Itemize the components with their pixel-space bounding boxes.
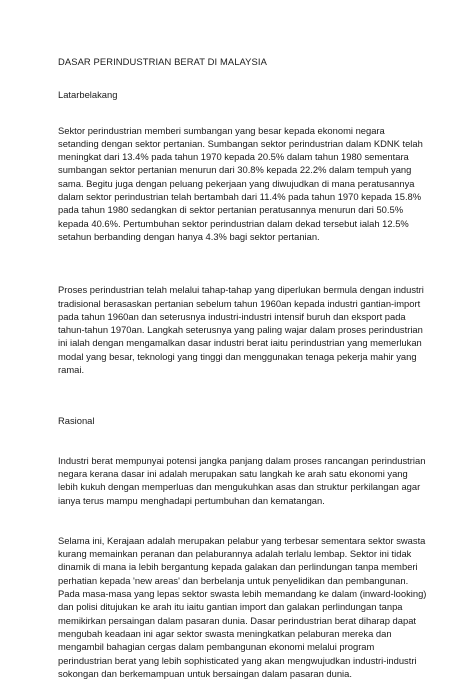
paragraph-rasional-2: Selama ini, Kerajaan adalah merupakan pelabur yang terbesar sementara sektor swasta kurang memainkan peranan dan pelaburannya adalah terlalu lembap. Sektor ini tidak dinamik di mana ia lebih bergantung kepada galakan dan perlindungan tanpa memberi perhatian kepada 'new areas' dan berbelanja untuk penyelidikan dan pembangunan. Pada masa-masa yang lepas sektor swasta lebih memandang ke dalam (inward-looking) dan polisi ditujukan ke arah itu iaitu gantian import dan galakan perlindungan tanpa memikirkan persaingan dalam pasaran dunia. Dasar perindustrian berat diharap dapat mengubah keadaan ini agar sektor swasta meningkatkan pelaburan mereka dan mengambil bahagian cergas dalam pembangunan ekonomi melalui program perindustrian berat yang lebih sophisticated yang akan mengwujudkan industri-industri sokongan dan berkemampuan untuk bersaingan dalam pasaran dunia. — [58, 534, 427, 679]
paragraph-rasional-1: Industri berat mempunyai potensi jangka panjang dalam proses rancangan perindustrian negara kerana dasar ini adalah merupakan satu langkah ke arah satu ekonomi yang lebih kukuh dengan memperluas dan mengukuhkan asas dan struktur perkilangan agar ianya terus mampu menghadapi pertumbuhan dan kematangan. — [58, 454, 426, 506]
section-heading-rasional: Rasional — [58, 415, 95, 427]
paragraph-latarbelakang-2: Proses perindustrian telah melalui tahap-tahap yang diperlukan bermula dengan industri tradisional berasaskan pertanian sebelum tahun 1960an kepada industri gantian-import pada tahun 1960an dan seterusnya industri-industri intensif buruh dan eksport pada tahun-tahun 1970an. Langkah seterusnya yang paling wajar dalam proses perindustrian ini ialah dengan mengamalkan dasar industri berat iaitu perindustrian yang memerlukan modal yang besar, teknologi yang tinggi dan menggunakan tenaga pekerja mahir yang ramai. — [58, 284, 424, 376]
section-heading-latarbelakang: Latarbelakang — [58, 89, 118, 101]
paragraph-latarbelakang-1: Sektor perindustrian memberi sumbangan yang besar kepada ekonomi negara setanding dengan sektor pertanian. Sumbangan sektor perindustrian dalam KDNK telah meningkat dari 13.4% pada tahun 1970 kepada 20.5% dalam tahun 1980 sementara sumbangan sektor pertanian menurun dari 30.8% kepada 22.2% dalam tempuh yang sama. Begitu juga dengan peluang pekerjaan yang diwujudkan di mana peratusannya dalam sektor perindustrian telah bertambah dari 11.4% pada tahun 1970 kepada 15.8% pada tahun 1980 sedangkan di sektor pertanian peratusannya menurun dari 50.5% kepada 40.6%. Pertumbuhan sektor perindustrian dalam dekad tersebut ialah 12.5% setahun berbanding dengan hanya 4.3% bagi sektor pertanian. — [58, 124, 423, 242]
document-title: DASAR PERINDUSTRIAN BERAT DI MALAYSIA — [58, 56, 267, 67]
document-body — [58, 55, 428, 680]
